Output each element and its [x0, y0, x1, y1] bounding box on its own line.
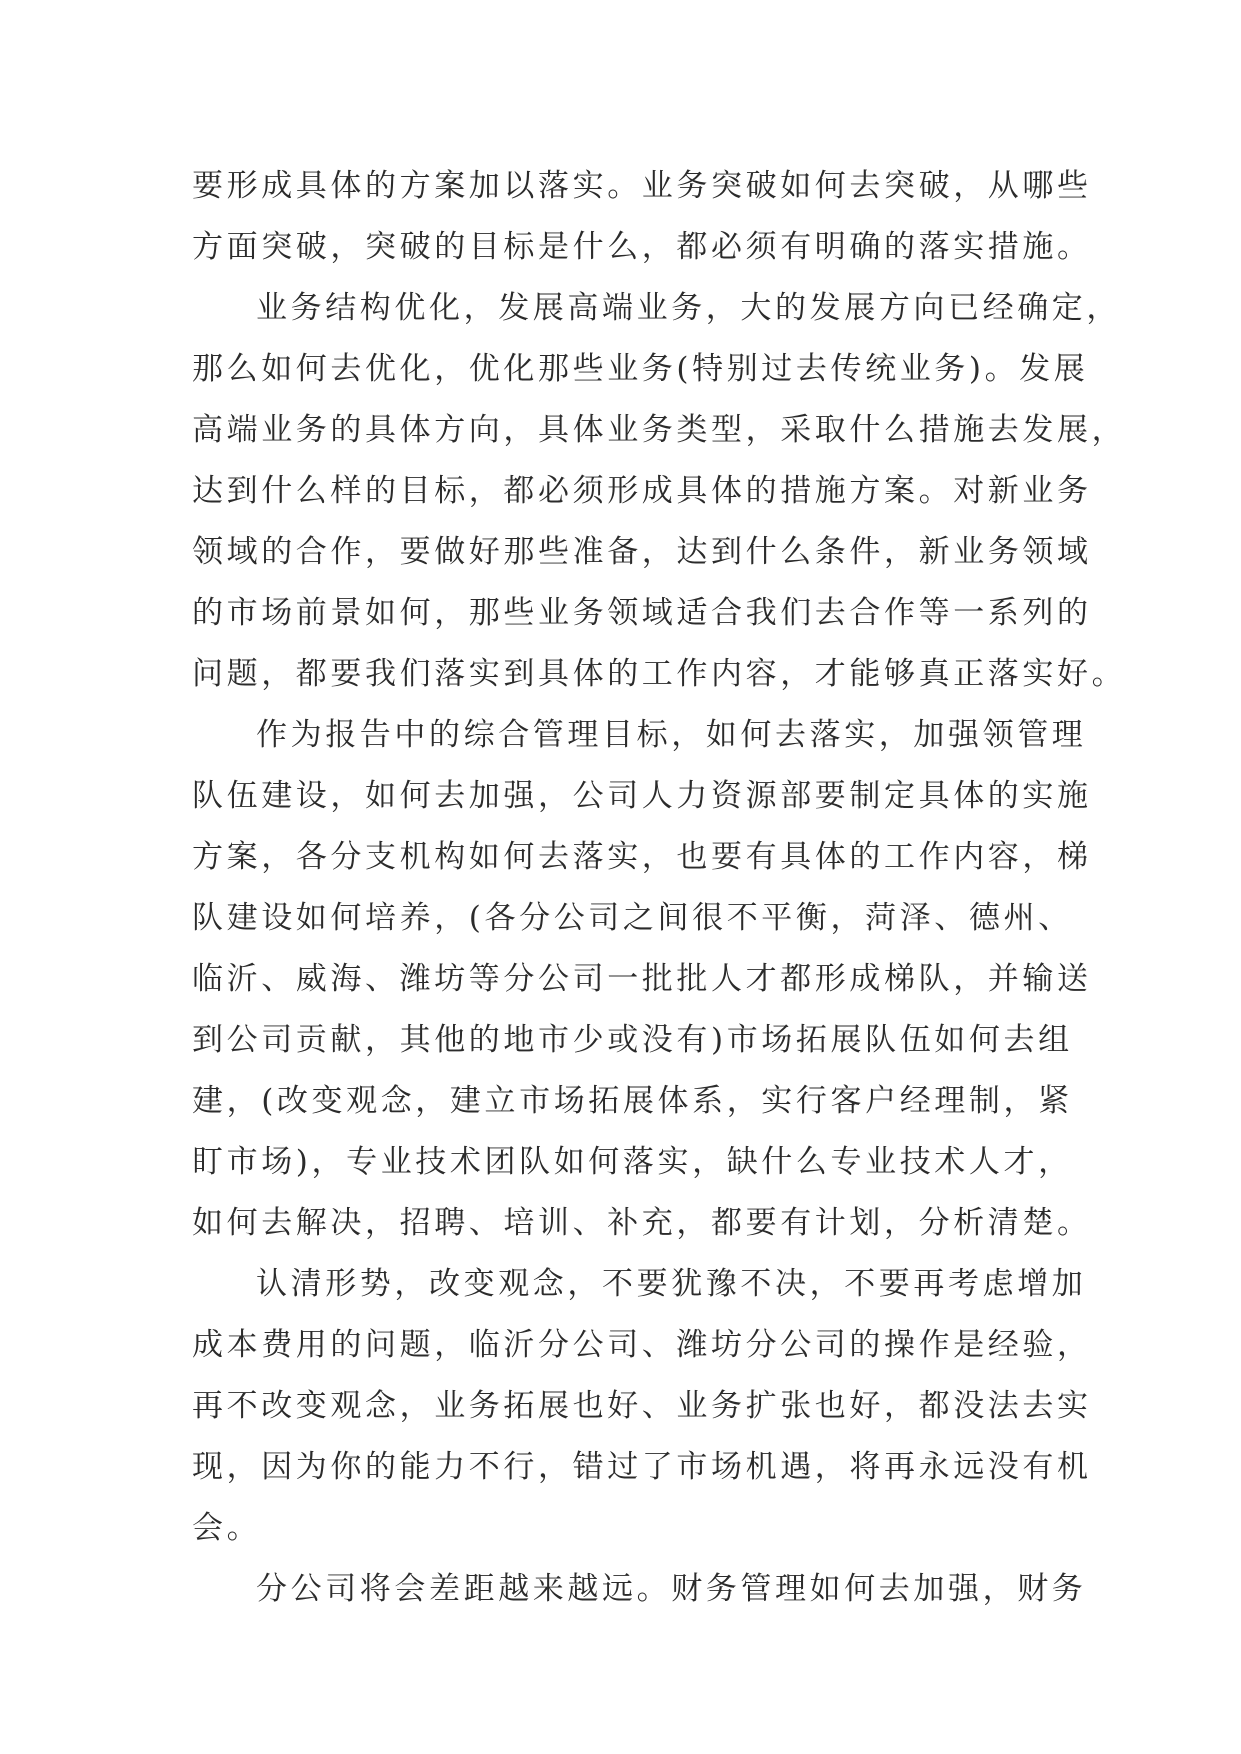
- text-line: 那么如何去优化，优化那些业务(特别过去传统业务)。发展: [192, 351, 1089, 387]
- document-body: [192, 156, 1127, 1620]
- paragraph-start-line: 分公司将会差距越来越远。财务管理如何去加强，财务: [256, 1571, 1087, 1607]
- text-line: 的市场前景如何，那些业务领域适合我们去合作等一系列的: [192, 595, 1092, 631]
- text-line: 领域的合作，要做好那些准备，达到什么条件，新业务领域: [192, 534, 1092, 570]
- text-line: 现，因为你的能力不行，错过了市场机遇，将再永远没有机: [192, 1449, 1092, 1485]
- text-line: 问题，都要我们落实到具体的工作内容，才能够真正落实好。: [192, 656, 1127, 692]
- text-line: 再不改变观念，业务拓展也好、业务扩张也好，都没法去实: [192, 1388, 1092, 1424]
- text-line: 到公司贡献，其他的地市少或没有)市场拓展队伍如何去组: [192, 1022, 1073, 1058]
- text-line: 达到什么样的目标，都必须形成具体的措施方案。对新业务: [192, 473, 1092, 509]
- text-line: 会。: [192, 1510, 262, 1546]
- paragraph-start-line: 作为报告中的综合管理目标，如何去落实，加强领管理: [256, 717, 1087, 753]
- text-line: 队建设如何培养，(各分公司之间很不平衡，菏泽、德州、: [192, 900, 1073, 936]
- text-line: 临沂、威海、潍坊等分公司一批批人才都形成梯队，并输送: [192, 961, 1092, 997]
- text-line: 高端业务的具体方向，具体业务类型，采取什么措施去发展，: [192, 412, 1127, 448]
- text-line: 方面突破，突破的目标是什么，都必须有明确的落实措施。: [192, 229, 1092, 265]
- paragraph-start-line: 业务结构优化，发展高端业务，大的发展方向已经确定，: [256, 290, 1121, 326]
- text-line: 成本费用的问题，临沂分公司、潍坊分公司的操作是经验，: [192, 1327, 1092, 1363]
- text-line: 盯市场)，专业技术团队如何落实，缺什么专业技术人才，: [192, 1144, 1073, 1180]
- text-line: 要形成具体的方案加以落实。业务突破如何去突破，从哪些: [192, 168, 1092, 204]
- text-line: 队伍建设，如何去加强，公司人力资源部要制定具体的实施: [192, 778, 1092, 814]
- text-line: 方案，各分支机构如何去落实，也要有具体的工作内容，梯: [192, 839, 1092, 875]
- text-line: 如何去解决，招聘、培训、补充，都要有计划，分析清楚。: [192, 1205, 1092, 1241]
- text-line: 建，(改变观念，建立市场拓展体系，实行客户经理制，紧: [192, 1083, 1073, 1119]
- paragraph-start-line: 认清形势，改变观念，不要犹豫不决，不要再考虑增加: [256, 1266, 1087, 1302]
